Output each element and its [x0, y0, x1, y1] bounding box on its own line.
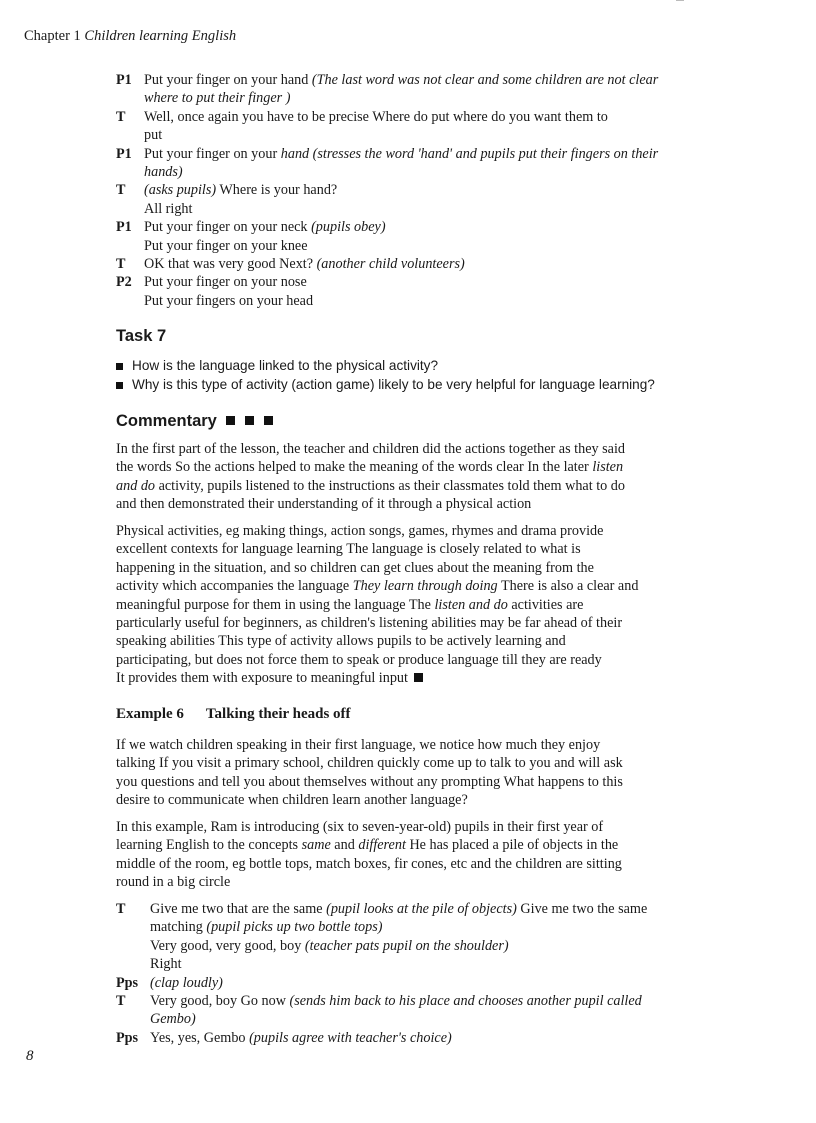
- dialogue-line: [144, 181, 658, 199]
- speaker-label: Pps: [116, 1029, 139, 1046]
- dialogue-turn: [116, 255, 658, 273]
- text-run: He has placed a pile of objects in the: [405, 837, 619, 854]
- stage-direction: listen and do: [434, 596, 508, 613]
- paragraph-line: [116, 736, 671, 754]
- task-item: [116, 376, 655, 395]
- text-run: activities are: [507, 596, 584, 613]
- dialogue-line: [144, 145, 658, 163]
- text-run: activity which accompanies the language: [116, 578, 353, 595]
- dialogue-turn: [116, 218, 658, 255]
- paragraph-line: [116, 614, 671, 632]
- stage-direction: (pupils agree with teacher's choice): [249, 1029, 452, 1046]
- paragraph-line: [116, 791, 671, 809]
- paragraph-line: [116, 873, 671, 891]
- paragraph-line: [116, 540, 671, 558]
- text-run: If we watch children speaking in their first language, we notice how much they enjoy: [116, 737, 601, 753]
- text-run: Put your finger on your knee: [144, 237, 308, 254]
- dialogue-line: [150, 937, 647, 955]
- running-head-chapter: Chapter 1: [24, 28, 81, 44]
- running-head-title: Children learning English: [84, 28, 237, 44]
- stage-direction: hands): [144, 164, 183, 181]
- text-run: happening in the situation, and so children can get clues about the meaning from the: [116, 559, 594, 576]
- speaker-label: P1: [116, 145, 132, 162]
- speaker-label: Pps: [116, 974, 139, 991]
- dialogue-line: [144, 237, 658, 255]
- paragraph-line: [116, 596, 671, 614]
- speaker-label: T: [116, 108, 126, 125]
- speaker-label: T: [116, 901, 126, 917]
- text-run: There is also a clear and: [497, 578, 639, 595]
- text-run: OK that was very good Next?: [144, 256, 317, 273]
- example-heading: [116, 706, 351, 723]
- text-run: Put your finger on your: [144, 145, 281, 162]
- paragraph-line: [116, 836, 671, 854]
- dialogue-line: [150, 955, 647, 973]
- dialogue-turn: [116, 273, 658, 310]
- dialogue-line: [144, 255, 658, 273]
- commentary-paragraph-1: [116, 440, 671, 514]
- text-run: Yes, yes, Gembo: [150, 1029, 250, 1046]
- text-run: In the first part of the lesson, the teacher and children did the actions together as they said: [116, 441, 626, 457]
- bullet-icon: [116, 363, 123, 370]
- dialogue-line: [144, 163, 658, 181]
- dialogue-block-2: [116, 900, 647, 1047]
- paragraph-line: [116, 773, 671, 791]
- dialogue-turn: [116, 108, 658, 145]
- speaker-label: T: [116, 993, 126, 1010]
- square-icon: [245, 416, 254, 425]
- dialogue-line: [150, 900, 647, 918]
- text-run: activity, pupils listened to the instructions as their classmates told them what to do: [155, 477, 625, 494]
- dialogue-turn: [116, 992, 647, 1029]
- running-head: [24, 28, 236, 45]
- text-run: In this example, Ram is introducing (six to seven-year-old) pupils in their first year of: [116, 819, 604, 835]
- dialogue-line: [150, 1029, 647, 1047]
- task-heading: Task 7: [116, 327, 167, 345]
- stage-direction: (sends him back to his place and chooses another pupil called: [289, 993, 642, 1010]
- text-run: round in a big circle: [116, 874, 231, 891]
- text-run: Physical activities, eg making things, action songs, games, rhymes and drama provide: [116, 523, 604, 539]
- dialogue-block-1: [116, 71, 658, 310]
- text-run: Very good, very good, boy: [150, 937, 305, 954]
- speaker-label: P1: [116, 219, 132, 236]
- text-run: speaking abilities This type of activity allows pupils to be actively learning and: [116, 633, 566, 650]
- task-item: [116, 357, 655, 376]
- dialogue-line: [150, 918, 647, 936]
- text-run: learning English to the concepts: [116, 837, 302, 854]
- dialogue-line: [150, 992, 647, 1010]
- stage-direction: (pupils obey): [311, 219, 386, 236]
- paragraph-line: [116, 522, 671, 540]
- stage-direction: (another child volunteers): [316, 256, 465, 273]
- stage-direction: (pupil looks at the pile of objects): [326, 901, 517, 917]
- example-number: Example 6: [116, 706, 184, 722]
- stage-direction: They learn through doing: [352, 578, 498, 595]
- paragraph-line: [116, 577, 671, 595]
- dialogue-line: [144, 218, 658, 236]
- commentary-paragraph-2: [116, 522, 671, 688]
- stage-direction: same: [301, 837, 331, 854]
- task-list: [116, 357, 655, 394]
- text-run: Give me two the same: [516, 901, 648, 917]
- stage-direction: hand (stresses the word 'hand' and pupils put their fingers on their: [280, 145, 659, 162]
- paragraph-line: [116, 632, 671, 650]
- paragraph-line: [116, 818, 671, 836]
- paragraph-line: [116, 477, 671, 495]
- stage-direction: (clap loudly): [150, 974, 223, 991]
- text-run: Give me two that are the same: [150, 901, 327, 917]
- scan-edge-mark: [676, 0, 684, 1]
- text-run: you questions and tell you about themselves without any prompting What happens to this: [116, 773, 623, 790]
- speaker-label: P2: [116, 274, 132, 291]
- task-item-text: Why is this type of activity (action game) likely to be very helpful for language learning?: [132, 376, 655, 392]
- dialogue-line: [144, 273, 658, 291]
- paragraph-line: [116, 651, 671, 669]
- dialogue-turn: [116, 974, 647, 992]
- text-run: It provides them with exposure to meaningful input: [116, 670, 408, 687]
- dialogue-turn: [116, 900, 647, 974]
- square-icon: [264, 416, 273, 425]
- paragraph-line: [116, 495, 671, 513]
- text-run: Put your fingers on your head: [144, 292, 314, 309]
- text-run: meaningful purpose for them in using the language The: [116, 596, 435, 613]
- text-run: middle of the room, eg bottle tops, match boxes, fir cones, etc and the children are sitting: [116, 855, 622, 872]
- end-square-icon: [414, 673, 423, 682]
- task-item-text: How is the language linked to the physical activity?: [132, 358, 439, 373]
- speaker-label: T: [116, 182, 126, 199]
- dialogue-line: [150, 1010, 647, 1028]
- dialogue-turn: [116, 145, 658, 182]
- paragraph-line: [116, 754, 671, 772]
- stage-direction: (teacher pats pupil on the shoulder): [304, 937, 509, 954]
- text-run: Where is your hand?: [216, 182, 338, 199]
- text-run: talking If you visit a primary school, children quickly come up to talk to you and will ask: [116, 755, 623, 772]
- commentary-heading: [116, 412, 273, 431]
- stage-direction: (pupil picks up two bottle tops): [206, 919, 383, 936]
- dialogue-turn: [116, 181, 658, 218]
- stage-direction: where to put their finger ): [144, 90, 291, 107]
- paragraph-line: [116, 669, 671, 687]
- speaker-label: P1: [116, 72, 132, 88]
- paragraph-line: [116, 440, 671, 458]
- dialogue-line: [144, 71, 658, 89]
- text-run: Well, once again you have to be precise Where do put where do you want them to: [144, 108, 608, 125]
- text-run: All right: [144, 200, 193, 217]
- page-number: 8: [26, 1048, 34, 1064]
- dialogue-line: [150, 974, 647, 992]
- square-icon: [226, 416, 235, 425]
- dialogue-line: [144, 108, 658, 126]
- paragraph-line: [116, 559, 671, 577]
- stage-direction: (asks pupils): [144, 182, 217, 199]
- example-paragraph-2: [116, 818, 671, 892]
- dialogue-line: [144, 126, 658, 144]
- text-run: and then demonstrated their understanding of it through a physical action: [116, 496, 532, 513]
- text-run: matching: [150, 919, 207, 936]
- stage-direction: (The last word was not clear and some children are not clear: [311, 72, 659, 88]
- stage-direction: different: [358, 837, 406, 854]
- text-run: excellent contexts for language learning The language is closely related to what is: [116, 541, 581, 558]
- stage-direction: listen: [592, 459, 624, 476]
- dialogue-line: [144, 292, 658, 310]
- dialogue-line: [144, 89, 658, 107]
- stage-direction: and do: [116, 477, 156, 494]
- text-run: Put your finger on your neck: [144, 219, 312, 236]
- paragraph-line: [116, 458, 671, 476]
- text-run: put: [144, 127, 163, 144]
- example-title: Talking their heads off: [205, 706, 351, 722]
- example-paragraph-1: [116, 736, 671, 810]
- stage-direction: Gembo): [150, 1011, 196, 1028]
- speaker-label: T: [116, 256, 126, 273]
- text-run: desire to communicate when children learn another language?: [116, 792, 468, 809]
- paragraph-line: [116, 855, 671, 873]
- text-run: Put your finger on your nose: [144, 274, 307, 291]
- text-run: participating, but does not force them to speak or produce language till they are ready: [116, 651, 602, 668]
- text-run: the words So the actions helped to make the meaning of the words clear In the later: [116, 459, 593, 476]
- text-run: Very good, boy Go now: [150, 993, 290, 1010]
- text-run: Put your finger on your hand: [144, 72, 312, 88]
- text-run: particularly useful for beginners, as children's listening abilities may be far ahead of their: [116, 615, 623, 632]
- text-run: and: [330, 837, 359, 854]
- text-run: Right: [150, 956, 182, 973]
- dialogue-line: [144, 200, 658, 218]
- dialogue-turn: [116, 1029, 647, 1047]
- bullet-icon: [116, 382, 123, 389]
- dialogue-turn: [116, 71, 658, 108]
- commentary-heading-text: Commentary: [116, 412, 217, 430]
